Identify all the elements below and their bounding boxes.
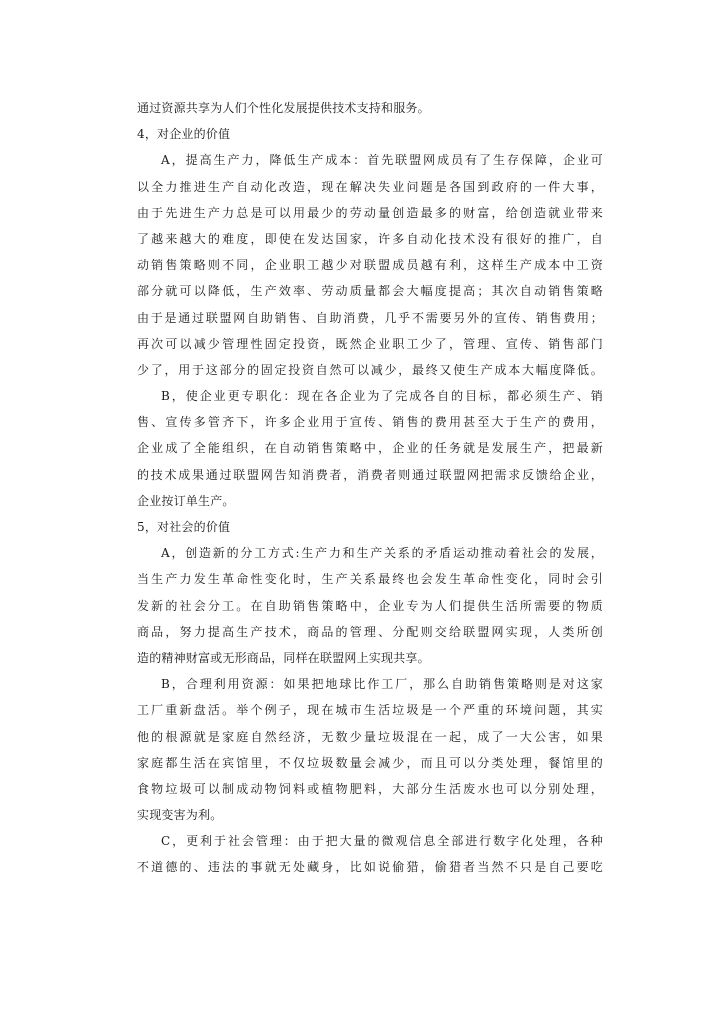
text-line: 由于是通过联盟网自助销售、自助消费，几乎不需要另外的宣传、销售费用； bbox=[137, 310, 603, 325]
text-line: 家庭都生活在宾馆里，不仅垃圾数量会减少，而且可以分类处理，餐馆里的 bbox=[137, 755, 603, 770]
text-line: 以全力推进生产自动化改造，现在解决失业问题是各国到政府的一件大事， bbox=[137, 179, 603, 194]
text-line: 当生产力发生革命性变化时，生产关系最终也会发生革命性变化，同时会引 bbox=[137, 572, 603, 587]
text-line: 食物垃圾可以制成动物饲料或植物肥料，大部分生活废水也可以分别处理， bbox=[137, 781, 603, 796]
text-line: 他的根源就是家庭自然经济，无数少量垃圾混在一起，成了一大公害，如果 bbox=[137, 729, 603, 744]
text-line: 4，对企业的价值 bbox=[137, 127, 231, 142]
body-text bbox=[137, 95, 603, 881]
text-line: 由于先进生产力总是可以用最少的劳动量创造最多的财富，给创造就业带来 bbox=[137, 205, 603, 220]
text-line: A，创造新的分工方式:生产力和生产关系的矛盾运动推动着社会的发展， bbox=[161, 546, 603, 561]
text-line: 不道德的、违法的事就无处藏身，比如说偷猎，偷猎者当然不只是自己要吃 bbox=[137, 860, 603, 875]
text-line: B，使企业更专职化：现在各企业为了完成各自的目标，都必须生产、销 bbox=[161, 389, 603, 404]
text-line: 通过资源共享为人们个性化发展提供技术支持和服务。 bbox=[137, 101, 430, 115]
text-line: 企业按订单生产。 bbox=[137, 493, 235, 508]
text-line: 少了，用于这部分的固定投资自然可以减少，最终又使生产成本大幅度降低。 bbox=[137, 362, 603, 377]
text-line: 售、宣传多管齐下，许多企业用于宣传、销售的费用甚至大于生产的费用， bbox=[137, 415, 603, 430]
text-line: 实现变害为利。 bbox=[137, 808, 223, 823]
text-line: 部分就可以降低，生产效率、劳动质量都会大幅度提高；其次自动销售策略 bbox=[137, 284, 603, 299]
text-line: 造的精神财富或无形商品，同样在联盟网上实现共享。 bbox=[137, 650, 430, 665]
text-line: 了越来越大的难度，即使在发达国家，许多自动化技术没有很好的推广，自 bbox=[137, 231, 603, 246]
text-line: 发新的社会分工。在自助销售策略中，企业专为人们提供生活所需要的物质 bbox=[137, 598, 603, 613]
text-line: 商品，努力提高生产技术，商品的管理、分配则交给联盟网实现，人类所创 bbox=[137, 624, 603, 639]
text-line: C，更利于社会管理：由于把大量的微观信息全部进行数字化处理，各种 bbox=[161, 834, 603, 849]
text-line: 的技术成果通过联盟网告知消费者，消费者则通过联盟网把需求反馈给企业， bbox=[137, 467, 603, 482]
text-line: 企业成了全能组织，在自动销售策略中，企业的任务就是发展生产，把最新 bbox=[137, 441, 603, 456]
text-line: B，合理利用资源：如果把地球比作工厂，那么自助销售策略则是对这家 bbox=[161, 677, 603, 692]
text-line: 工厂重新盘活。举个例子，现在城市生活垃圾是一个严重的环境问题，其实 bbox=[137, 703, 603, 718]
text-line: 5，对社会的价值 bbox=[137, 520, 231, 534]
text-line: 再次可以减少管理性固定投资，既然企业职工少了，管理、宣传、销售部门 bbox=[137, 336, 603, 351]
text-line: 动销售策略则不同，企业职工越少对联盟成员越有利，这样生产成本中工资 bbox=[137, 258, 603, 273]
text-line: A，提高生产力，降低生产成本：首先联盟网成员有了生存保障，企业可 bbox=[161, 153, 603, 168]
